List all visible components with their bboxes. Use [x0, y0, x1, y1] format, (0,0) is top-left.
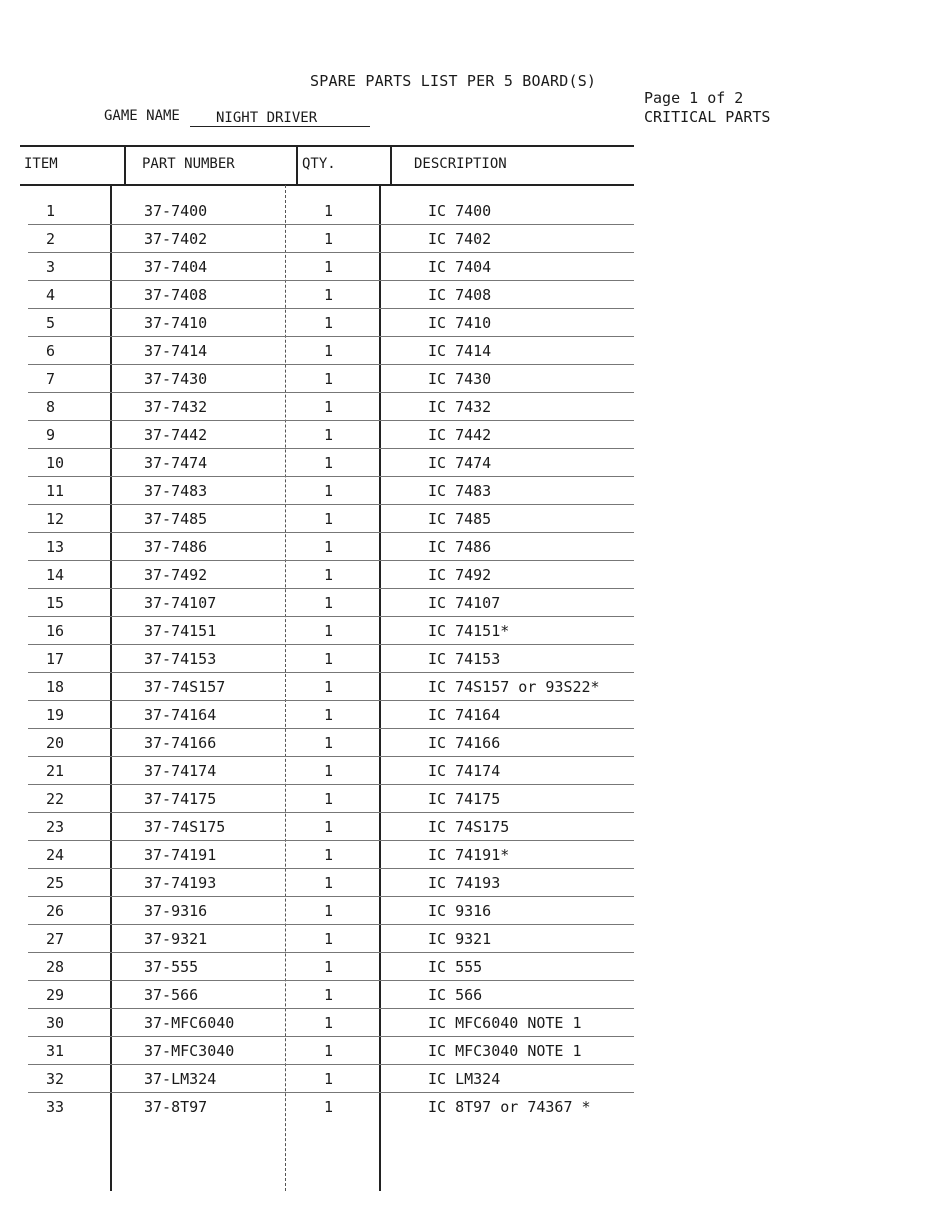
- column-divider: [390, 145, 392, 185]
- table-row: [0, 1094, 640, 1122]
- description-cell: IC 7474: [428, 454, 492, 472]
- table-row: [0, 786, 640, 814]
- column-header-qty: QTY.: [302, 156, 336, 172]
- description-cell: IC 74107: [428, 594, 501, 612]
- row-divider: [28, 924, 634, 925]
- description-cell: IC 9321: [428, 930, 492, 948]
- row-divider: [28, 448, 634, 449]
- qty-cell: 1: [324, 258, 334, 276]
- item-cell: 21: [46, 762, 65, 780]
- item-cell: 8: [46, 398, 56, 416]
- row-divider: [28, 364, 634, 365]
- qty-cell: 1: [324, 230, 334, 248]
- table-row: [0, 954, 640, 982]
- qty-cell: 1: [324, 1042, 334, 1060]
- item-cell: 9: [46, 426, 56, 444]
- description-cell: IC 7483: [428, 482, 492, 500]
- table-row: [0, 366, 640, 394]
- item-cell: 26: [46, 902, 65, 920]
- table-row: [0, 450, 640, 478]
- qty-cell: 1: [324, 734, 334, 752]
- qty-cell: 1: [324, 370, 334, 388]
- part-number-cell: 37-7485: [144, 510, 208, 528]
- qty-cell: 1: [324, 650, 334, 668]
- parts-category: CRITICAL PARTS: [644, 108, 771, 126]
- row-divider: [28, 728, 634, 729]
- part-number-cell: 37-MFC6040: [144, 1014, 235, 1032]
- part-number-cell: 37-74S157: [144, 678, 226, 696]
- part-number-cell: 37-9316: [144, 902, 208, 920]
- row-divider: [28, 504, 634, 505]
- item-cell: 19: [46, 706, 65, 724]
- qty-cell: 1: [324, 566, 334, 584]
- table-row: [0, 1010, 640, 1038]
- part-number-cell: 37-74164: [144, 706, 217, 724]
- item-cell: 17: [46, 650, 65, 668]
- qty-cell: 1: [324, 426, 334, 444]
- part-number-cell: 37-7492: [144, 566, 208, 584]
- parts-table-body: [0, 198, 640, 1122]
- part-number-cell: 37-8T97: [144, 1098, 208, 1116]
- row-divider: [28, 812, 634, 813]
- description-cell: IC 566: [428, 986, 483, 1004]
- qty-cell: 1: [324, 622, 334, 640]
- qty-cell: 1: [324, 762, 334, 780]
- part-number-cell: 37-7404: [144, 258, 208, 276]
- page-number: Page 1 of 2: [644, 89, 744, 107]
- item-cell: 31: [46, 1042, 65, 1060]
- part-number-cell: 37-7400: [144, 202, 208, 220]
- item-cell: 4: [46, 286, 56, 304]
- description-cell: IC 74175: [428, 790, 501, 808]
- table-row: [0, 758, 640, 786]
- description-cell: IC 74153: [428, 650, 501, 668]
- table-row: [0, 898, 640, 926]
- table-row: [0, 338, 640, 366]
- item-cell: 11: [46, 482, 65, 500]
- table-row: [0, 310, 640, 338]
- qty-cell: 1: [324, 342, 334, 360]
- table-row: [0, 730, 640, 758]
- row-divider: [28, 840, 634, 841]
- table-row: [0, 982, 640, 1010]
- description-cell: IC 74151*: [428, 622, 510, 640]
- part-number-cell: 37-7430: [144, 370, 208, 388]
- item-cell: 2: [46, 230, 56, 248]
- row-divider: [28, 952, 634, 953]
- item-cell: 5: [46, 314, 56, 332]
- table-row: [0, 1066, 640, 1094]
- document-title: SPARE PARTS LIST PER 5 BOARD(S): [310, 72, 597, 90]
- row-divider: [28, 560, 634, 561]
- qty-cell: 1: [324, 986, 334, 1004]
- item-cell: 30: [46, 1014, 65, 1032]
- item-cell: 23: [46, 818, 65, 836]
- item-cell: 15: [46, 594, 65, 612]
- item-cell: 10: [46, 454, 65, 472]
- part-number-cell: 37-74S175: [144, 818, 226, 836]
- row-divider: [28, 1008, 634, 1009]
- table-row: [0, 478, 640, 506]
- row-divider: [28, 980, 634, 981]
- row-divider: [28, 308, 634, 309]
- row-divider: [28, 616, 634, 617]
- qty-cell: 1: [324, 790, 334, 808]
- qty-cell: 1: [324, 958, 334, 976]
- part-number-cell: 37-7432: [144, 398, 208, 416]
- item-cell: 25: [46, 874, 65, 892]
- part-number-cell: 37-7486: [144, 538, 208, 556]
- item-cell: 16: [46, 622, 65, 640]
- row-divider: [28, 1092, 634, 1093]
- description-cell: IC 7404: [428, 258, 492, 276]
- part-number-cell: 37-7410: [144, 314, 208, 332]
- table-row: [0, 814, 640, 842]
- row-divider: [28, 700, 634, 701]
- item-cell: 18: [46, 678, 65, 696]
- table-row: [0, 842, 640, 870]
- description-cell: IC 7492: [428, 566, 492, 584]
- table-row: [0, 870, 640, 898]
- description-cell: IC MFC3040 NOTE 1: [428, 1042, 582, 1060]
- item-cell: 32: [46, 1070, 65, 1088]
- qty-cell: 1: [324, 706, 334, 724]
- description-cell: IC 7432: [428, 398, 492, 416]
- item-cell: 1: [46, 202, 56, 220]
- description-cell: IC 7414: [428, 342, 492, 360]
- part-number-cell: 37-7474: [144, 454, 208, 472]
- part-number-cell: 37-MFC3040: [144, 1042, 235, 1060]
- part-number-cell: 37-566: [144, 986, 199, 1004]
- item-cell: 3: [46, 258, 56, 276]
- part-number-cell: 37-74153: [144, 650, 217, 668]
- item-cell: 13: [46, 538, 65, 556]
- part-number-cell: 37-LM324: [144, 1070, 217, 1088]
- table-row: [0, 198, 640, 226]
- part-number-cell: 37-9321: [144, 930, 208, 948]
- column-header-description: DESCRIPTION: [414, 156, 507, 172]
- table-row: [0, 618, 640, 646]
- description-cell: IC 74166: [428, 734, 501, 752]
- description-cell: IC 7410: [428, 314, 492, 332]
- row-divider: [28, 672, 634, 673]
- table-top-rule: [20, 145, 634, 147]
- page-info: [644, 89, 770, 127]
- table-row: [0, 646, 640, 674]
- table-row: [0, 422, 640, 450]
- description-cell: IC 9316: [428, 902, 492, 920]
- item-cell: 28: [46, 958, 65, 976]
- qty-cell: 1: [324, 202, 334, 220]
- qty-cell: 1: [324, 902, 334, 920]
- description-cell: IC 555: [428, 958, 483, 976]
- description-cell: IC 74174: [428, 762, 501, 780]
- game-name-value: NIGHT DRIVER: [190, 110, 370, 127]
- part-number-cell: 37-74166: [144, 734, 217, 752]
- row-divider: [28, 476, 634, 477]
- item-cell: 22: [46, 790, 65, 808]
- part-number-cell: 37-7442: [144, 426, 208, 444]
- description-cell: IC 7400: [428, 202, 492, 220]
- part-number-cell: 37-7402: [144, 230, 208, 248]
- part-number-cell: 37-555: [144, 958, 199, 976]
- item-cell: 29: [46, 986, 65, 1004]
- table-row: [0, 674, 640, 702]
- row-divider: [28, 1036, 634, 1037]
- row-divider: [28, 532, 634, 533]
- description-cell: IC 74193: [428, 874, 501, 892]
- part-number-cell: 37-7483: [144, 482, 208, 500]
- row-divider: [28, 868, 634, 869]
- row-divider: [28, 1064, 634, 1065]
- table-row: [0, 394, 640, 422]
- qty-cell: 1: [324, 1014, 334, 1032]
- item-cell: 20: [46, 734, 65, 752]
- table-row: [0, 702, 640, 730]
- table-row: [0, 1038, 640, 1066]
- description-cell: IC 7442: [428, 426, 492, 444]
- description-cell: IC LM324: [428, 1070, 501, 1088]
- item-cell: 14: [46, 566, 65, 584]
- description-cell: IC 74S157 or 93S22*: [428, 678, 600, 696]
- column-header-part-number: PART NUMBER: [142, 156, 235, 172]
- row-divider: [28, 224, 634, 225]
- column-header-item: ITEM: [24, 156, 58, 172]
- column-divider: [124, 145, 126, 185]
- part-number-cell: 37-74174: [144, 762, 217, 780]
- row-divider: [28, 588, 634, 589]
- qty-cell: 1: [324, 538, 334, 556]
- table-row: [0, 926, 640, 954]
- table-row: [0, 562, 640, 590]
- part-number-cell: 37-74107: [144, 594, 217, 612]
- table-row: [0, 282, 640, 310]
- row-divider: [28, 252, 634, 253]
- part-number-cell: 37-74193: [144, 874, 217, 892]
- part-number-cell: 37-74175: [144, 790, 217, 808]
- qty-cell: 1: [324, 1098, 334, 1116]
- item-cell: 27: [46, 930, 65, 948]
- row-divider: [28, 896, 634, 897]
- qty-cell: 1: [324, 874, 334, 892]
- qty-cell: 1: [324, 1070, 334, 1088]
- item-cell: 12: [46, 510, 65, 528]
- table-row: [0, 506, 640, 534]
- table-row: [0, 534, 640, 562]
- description-cell: IC 74191*: [428, 846, 510, 864]
- qty-cell: 1: [324, 678, 334, 696]
- description-cell: IC 7408: [428, 286, 492, 304]
- qty-cell: 1: [324, 594, 334, 612]
- item-cell: 24: [46, 846, 65, 864]
- row-divider: [28, 784, 634, 785]
- qty-cell: 1: [324, 286, 334, 304]
- part-number-cell: 37-7414: [144, 342, 208, 360]
- column-divider: [296, 145, 298, 185]
- part-number-cell: 37-74151: [144, 622, 217, 640]
- description-cell: IC MFC6040 NOTE 1: [428, 1014, 582, 1032]
- item-cell: 7: [46, 370, 56, 388]
- qty-cell: 1: [324, 818, 334, 836]
- game-name-label: GAME NAME: [104, 108, 180, 124]
- row-divider: [28, 756, 634, 757]
- description-cell: IC 74S175: [428, 818, 510, 836]
- description-cell: IC 7486: [428, 538, 492, 556]
- row-divider: [28, 644, 634, 645]
- row-divider: [28, 392, 634, 393]
- description-cell: IC 7402: [428, 230, 492, 248]
- qty-cell: 1: [324, 510, 334, 528]
- table-row: [0, 590, 640, 618]
- qty-cell: 1: [324, 482, 334, 500]
- description-cell: IC 8T97 or 74367 *: [428, 1098, 591, 1116]
- qty-cell: 1: [324, 398, 334, 416]
- row-divider: [28, 336, 634, 337]
- item-cell: 33: [46, 1098, 65, 1116]
- qty-cell: 1: [324, 314, 334, 332]
- qty-cell: 1: [324, 846, 334, 864]
- table-header-rule: [20, 184, 634, 186]
- part-number-cell: 37-74191: [144, 846, 217, 864]
- table-row: [0, 254, 640, 282]
- qty-cell: 1: [324, 930, 334, 948]
- part-number-cell: 37-7408: [144, 286, 208, 304]
- row-divider: [28, 280, 634, 281]
- qty-cell: 1: [324, 454, 334, 472]
- description-cell: IC 74164: [428, 706, 501, 724]
- description-cell: IC 7430: [428, 370, 492, 388]
- description-cell: IC 7485: [428, 510, 492, 528]
- item-cell: 6: [46, 342, 56, 360]
- table-row: [0, 226, 640, 254]
- row-divider: [28, 420, 634, 421]
